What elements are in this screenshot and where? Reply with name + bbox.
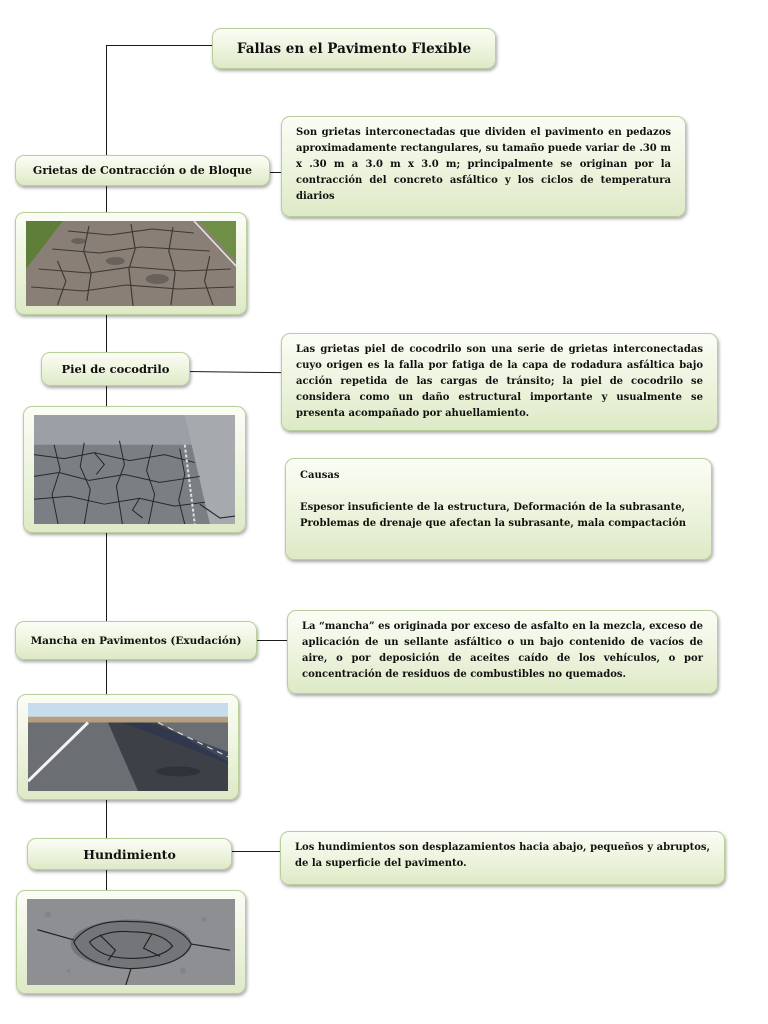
photo-block-cracking [26,221,236,306]
image-frame-bleeding [17,694,239,800]
item-label-bleeding: Mancha en Pavimentos (Exudación) [15,621,257,660]
image-frame-block-cracking [15,212,247,315]
connector-item-3 [255,640,287,641]
item-label-alligator-cracking: Piel de cocodrilo [41,352,190,386]
diagram-title: Fallas en el Pavimento Flexible [212,28,496,69]
causes-heading: Causas [300,470,340,481]
image-frame-depression [16,890,246,994]
causes-text: Espesor insuficiente de la estructura, Deformación de la subrasante, Problemas de drenaje que afectan la subrasante, mala compactación [300,502,687,529]
item-description-bleeding: La “mancha” es originada por exceso de asfalto en la mezcla, exceso de aplicación de un sellante asfáltico o un bajo contenido de vacíos de aire, o por deposición de aceites caído de los vehículos, o por concentración de residuos de combustibles no quemados. [287,610,718,694]
item-description-block-cracking: Son grietas interconectadas que dividen el pavimento en pedazos aproximadamente rectangulares, su tamaño puede variar de .30 m x .30 m a 3.0 m x 3.0 m; principalmente se originan por la contracción del concreto asfáltico y los ciclos de temperatura diarios [281,116,686,217]
image-frame-alligator-cracking [23,406,246,533]
photo-alligator-cracking [34,415,235,524]
connector-item-1 [268,172,282,173]
causes-box [285,458,712,560]
item-label-block-cracking: Grietas de Contracción o de Bloque [15,155,270,186]
item-description-depression: Los hundimientos son desplazamientos hacia abajo, pequeños y abruptos, de la superficie del pavimento. [280,831,725,885]
connector-item-4 [230,851,280,852]
photo-bleeding [28,703,228,791]
photo-depression [27,899,235,985]
connector-item-2 [187,371,283,373]
item-label-depression: Hundimiento [27,838,232,870]
connector-title [106,45,212,46]
item-description-alligator-cracking: Las grietas piel de cocodrilo son una serie de grietas interconectadas cuyo origen es la falla por fatiga de la capa de rodadura asfáltica bajo acción repetida de las cargas de tránsito; la piel de cocodrilo se considera como un daño estructural importante y usualmente se presenta acompañado por ahuellamiento. [281,333,718,431]
